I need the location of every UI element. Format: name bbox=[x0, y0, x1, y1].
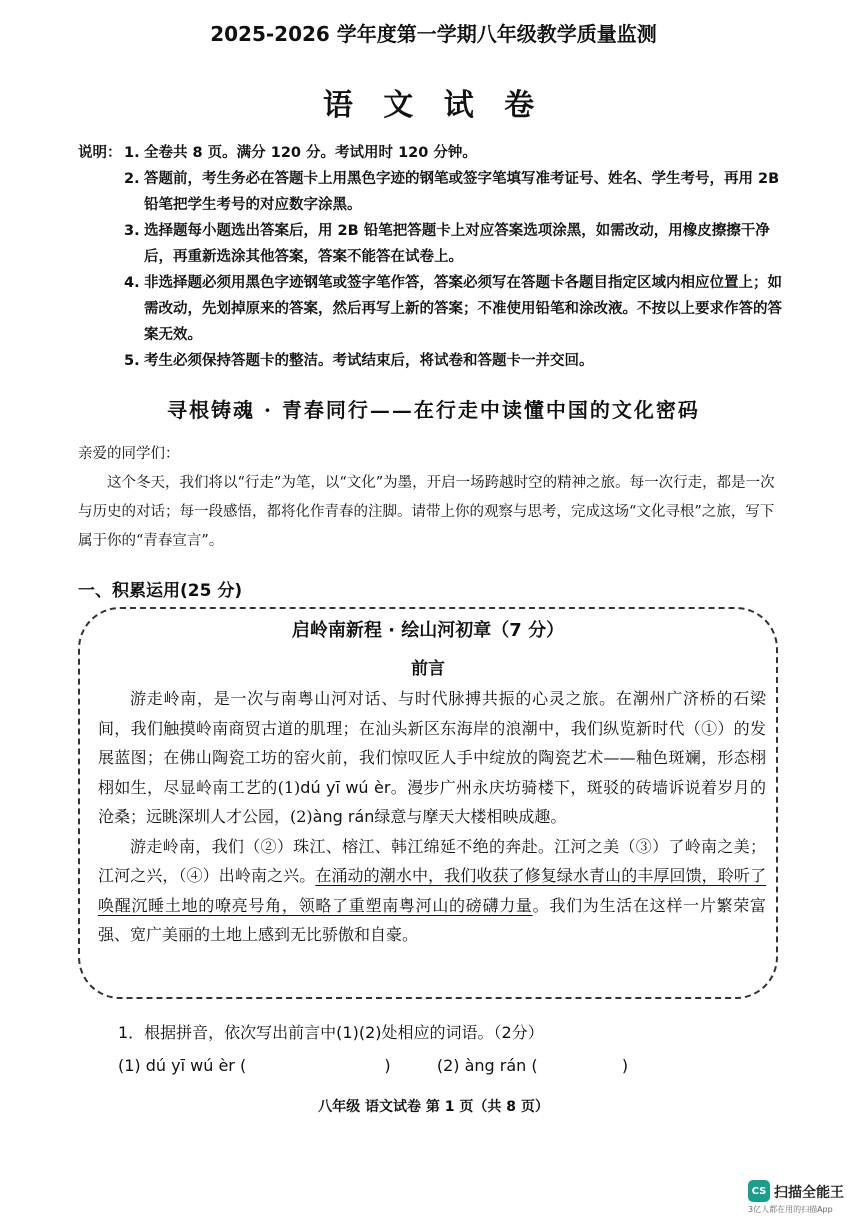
instruction-number: 3. bbox=[124, 223, 140, 239]
scanner-name: 扫描全能王 bbox=[774, 1185, 844, 1201]
instruction-item bbox=[78, 140, 788, 166]
instruction-item bbox=[78, 166, 788, 218]
instruction-text: 全卷共 8 页。满分 120 分。考试用时 120 分钟。 bbox=[144, 145, 477, 161]
instruction-text: 非选择题必须用黑色字迹钢笔或签字笔作答，答案必须写在答题卡各题目指定区域内相应位置上；如需改动，先划掉原来的答案，然后再写上新的答案；不准使用铅笔和涂改液。不按以上要求作答的答案无效。 bbox=[144, 275, 782, 343]
preface-label: 前言 bbox=[411, 659, 445, 679]
preface-paragraph: 游走岭南，是一次与南粤山河对话、与时代脉搏共振的心灵之旅。在潮州广济桥的石梁间，我们触摸岭南商贸古道的肌理；在汕头新区东海岸的浪潮中，我们纵览新时代（①）的发展蓝图；在佛山陶瓷工坊的窑火前，我们惊叹匠人手中绽放的陶瓷艺术——釉色斑斓，形态栩栩如生，尽显岭南工艺的(1)dú yī wú èr。漫步广州永庆坊骑楼下，斑驳的砖墙诉说着岁月的沧桑；远眺深圳人才公园，(2)àng rán绿意与摩天大楼相映成趣。 bbox=[98, 689, 766, 826]
page-footer: 八年级 语文试卷 第 1 页（共 8 页） bbox=[318, 1099, 549, 1115]
blank-2-close: ) bbox=[621, 1056, 629, 1075]
camscanner-logo-icon: CS bbox=[748, 1180, 770, 1202]
blank-1-label: (1) dú yī wú èr ( bbox=[118, 1056, 247, 1075]
paper-title: 语 文 试 卷 bbox=[322, 88, 545, 123]
underlined-sentence: 在涌动的潮水中，我们收获了修复绿水青山的丰厚回馈，聆听了唤醒沉睡土地的嘹亮号角，领略了重塑南粤河山的磅礴力量 bbox=[98, 866, 766, 915]
scanner-slogan: 3亿人都在用的扫描App bbox=[748, 1205, 833, 1214]
pinyin-1: dú yī wú èr bbox=[300, 777, 391, 797]
instruction-item bbox=[78, 348, 788, 374]
instruction-number: 1. bbox=[124, 145, 140, 161]
instruction-text: 选择题每小题选出答案后，用 2B 铅笔把答题卡上对应答案选项涂黑，如需改动，用橡皮擦擦干净后，再重新选涂其他答案，答案不能答在试卷上。 bbox=[144, 223, 770, 265]
question-1: 1．根据拼音，依次写出前言中(1)(2)处相应的词语。（2分） bbox=[118, 1023, 544, 1042]
instructions-label: 说明： bbox=[78, 145, 122, 161]
pinyin-2: àng rán bbox=[312, 807, 375, 826]
instruction-number: 5. bbox=[124, 353, 140, 369]
exam-header: 2025-2026 学年度第一学期八年级教学质量监测 bbox=[210, 22, 657, 46]
instruction-text: 答题前，考生务必在答题卡上用黑色字迹的钢笔或签字笔填写准考证号、姓名、学生考号，再用 2B 铅笔把学生考号的对应数字涂黑。 bbox=[144, 171, 780, 213]
letter-body: 这个冬天，我们将以“行走”为笔，以“文化”为墨，开启一场跨越时空的精神之旅。每一次行走，都是一次与历史的对话；每一段感悟，都将化作青春的注脚。请带上你的观察与思考，完成这场“文化寻根”之旅，写下属于你的“青春宣言”。 bbox=[78, 475, 775, 549]
instruction-text: 考生必须保持答题卡的整洁。考试结束后，将试卷和答题卡一并交回。 bbox=[144, 353, 594, 369]
instruction-item bbox=[78, 270, 788, 348]
blank-1-close: ) bbox=[384, 1056, 391, 1075]
theme-title: 寻根铸魂 · 青春同行——在行走中读懂中国的文化密码 bbox=[167, 398, 700, 422]
instruction-item bbox=[78, 218, 788, 270]
instructions bbox=[78, 140, 788, 374]
section-heading: 一、积累运用(25 分) bbox=[78, 581, 243, 601]
answer-blanks bbox=[118, 1056, 778, 1075]
instruction-number: 2. bbox=[124, 171, 140, 187]
box-title: 启岭南新程 · 绘山河初章（7 分） bbox=[291, 620, 565, 641]
preface-text bbox=[98, 684, 766, 950]
preface-paragraph: 游走岭南，我们（②）珠江、榕江、韩江绵延不绝的奔赴。江河之美（③）了岭南之美；江河之兴，（④）出岭南之兴。在涌动的潮水中，我们收获了修复绿水青山的丰厚回馈，聆听了唤醒沉睡土地的嘹亮号角，领略了重塑南粤河山的磅礴力量。我们为生活在这样一片繁荣富强、宽广美丽的土地上感到无比骄傲和自豪。 bbox=[98, 836, 766, 944]
theme-letter bbox=[78, 440, 783, 556]
letter-greeting: 亲爱的同学们： bbox=[78, 446, 180, 462]
blank-2-label: (2) àng rán ( bbox=[436, 1056, 538, 1075]
scanner-watermark bbox=[748, 1180, 858, 1214]
instruction-number: 4. bbox=[124, 275, 140, 291]
